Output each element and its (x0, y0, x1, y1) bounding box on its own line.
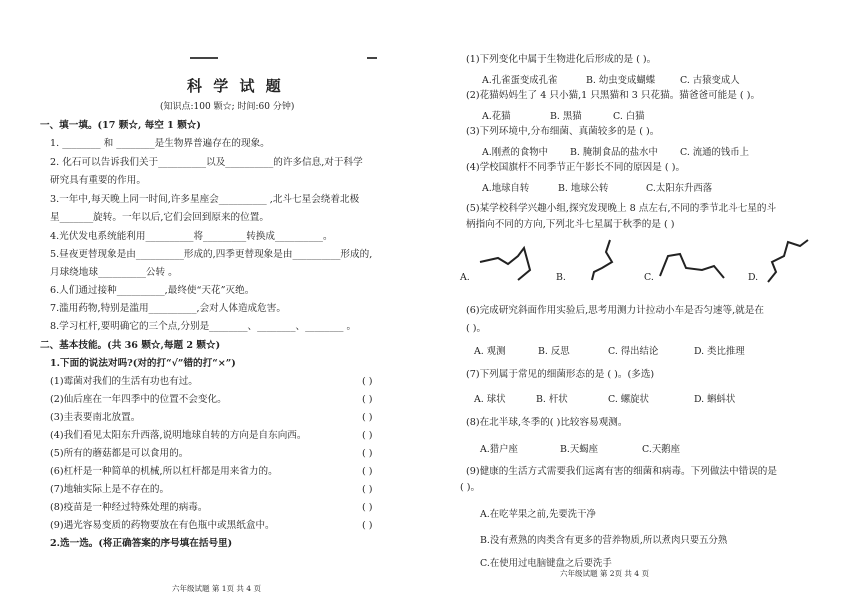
fill-line: 7.滥用药物,特别是滥用__________,会对人体造成危害。 (50, 303, 286, 314)
q7-option-c[interactable]: C. 螺旋状 (608, 394, 649, 405)
big-dipper-d-diagram (764, 238, 814, 286)
question-1: (1)下列变化中属于生物进化后形成的是 ( )。 (466, 54, 657, 65)
q1-option-c[interactable]: C. 古猿变成人 (680, 75, 740, 86)
big-dipper-b-diagram (586, 238, 626, 284)
q5-option-b[interactable]: B. (556, 272, 566, 283)
answer-paren[interactable]: ( ) (362, 412, 373, 423)
q7-option-d[interactable]: D. 蝌蚪状 (694, 394, 736, 405)
judge-item: (3)圭表要南北放置。 (50, 412, 141, 423)
q5-option-d[interactable]: D. (748, 272, 759, 283)
choose-heading: 2.选一选。(将正确答案的序号填在括号里) (50, 538, 233, 549)
judge-item: (4)我们看见太阳东升西落,说明地球自转的方向是自东向西。 (50, 430, 307, 441)
question-9-line1: (9)健康的生活方式需要我们远离有害的细菌和病毒。下列做法中错误的是 (466, 466, 777, 477)
q6-option-d[interactable]: D. 类比推理 (694, 346, 745, 357)
fill-line: 2. 化石可以告诉我们关于__________以及__________的许多信息,对于科学 (50, 157, 363, 168)
q8-option-c[interactable]: C.天鹅座 (642, 444, 680, 455)
page-footer: 六年级试题 第 2页 共 4 页 (560, 569, 649, 578)
q9-option-a[interactable]: A.在吃苹果之前,先要洗干净 (480, 509, 596, 520)
q5-option-a[interactable]: A. (460, 272, 470, 283)
q6-option-a[interactable]: A. 观测 (474, 346, 506, 357)
question-8: (8)在北半球,冬季的( )比较容易观测。 (466, 417, 628, 428)
q1-option-b[interactable]: B. 幼虫变成蝴蝶 (586, 75, 656, 86)
q9-option-c[interactable]: C.在使用过电脑键盘之后要洗手 (480, 558, 612, 569)
fill-line: 8.学习杠杆,要明确它的三个点,分别是________、________、________ 。 (50, 321, 357, 332)
judge-item: (6)杠杆是一种简单的机械,所以杠杆都是用来省力的。 (50, 466, 278, 477)
q4-option-c[interactable]: C.太阳东升西落 (646, 183, 713, 194)
answer-paren[interactable]: ( ) (362, 466, 373, 477)
fill-line: 6.人们通过接种__________,最终使“天花”灭绝。 (50, 285, 255, 296)
fill-line: 5.昼夜更替现象是由__________形成的,四季更替现象是由__________形成的, (50, 249, 373, 260)
q7-option-a[interactable]: A. 球状 (474, 394, 506, 405)
answer-paren[interactable]: ( ) (362, 394, 373, 405)
fill-line: 月球绕地球__________公转 。 (50, 267, 178, 278)
judge-item: (1)霉菌对我们的生活有功也有过。 (50, 376, 198, 387)
fill-line: 1. ________ 和 ________是生物界普遍存在的现象。 (50, 138, 270, 149)
q6-option-b[interactable]: B. 反思 (538, 346, 570, 357)
judge-heading: 1.下面的说法对吗?(对的打“√”错的打“×”) (50, 358, 236, 369)
judge-item: (7)地轴实际上是不存在的。 (50, 484, 170, 495)
q2-option-b[interactable]: B. 黑猫 (550, 111, 582, 122)
answer-paren[interactable]: ( ) (362, 448, 373, 459)
answer-paren[interactable]: ( ) (362, 484, 373, 495)
question-4: (4)学校国旗杆不同季节正午影长不同的原因是 ( )。 (466, 162, 686, 173)
answer-paren[interactable]: ( ) (362, 502, 373, 513)
section2-heading: 二、基本技能。(共 36 颗☆,每题 2 颗☆) (40, 340, 221, 351)
fill-line: 4.光伏发电系统能利用__________将_________转换成__________。 (50, 231, 333, 242)
page-footer: 六年级试题 第 1页 共 4 页 (172, 584, 261, 593)
q3-option-c[interactable]: C. 流通的钱币上 (680, 147, 750, 158)
big-dipper-a-diagram (478, 244, 538, 284)
q9-option-b[interactable]: B.没有煮熟的肉类含有更多的营养物质,所以煮肉只要五分熟 (480, 535, 728, 546)
question-5-line2: 柄指向不同的方向,下列北斗七星属于秋季的是 ( ) (466, 219, 675, 230)
q8-option-a[interactable]: A.猎户座 (480, 444, 518, 455)
fill-line: 3.一年中,每天晚上同一时间,许多星座会__________ ,北斗七星会绕着北极 (50, 194, 360, 205)
big-dipper-c-diagram (658, 250, 728, 282)
q4-option-b[interactable]: B. 地球公转 (558, 183, 609, 194)
question-7: (7)下列属于常见的细菌形态的是 ( )。(多选) (466, 369, 655, 380)
question-6-line1: (6)完成研究斜面作用实验后,思考用测力计拉动小车是否匀速等,就是在 (466, 305, 764, 316)
fill-line: 研究具有重要的作用。 (50, 175, 146, 186)
answer-paren[interactable]: ( ) (362, 430, 373, 441)
page-1 (40, 0, 420, 608)
answer-paren[interactable]: ( ) (362, 520, 373, 531)
judge-item: (2)仙后座在一年四季中的位置不会变化。 (50, 394, 227, 405)
scan-mark (190, 57, 218, 59)
page-2 (458, 0, 853, 608)
question-9-line2: ( )。 (460, 482, 481, 493)
question-2: (2)花猫妈妈生了 4 只小猫,1 只黑猫和 3 只花猫。猫爸爸可能是 ( )。 (466, 90, 761, 101)
question-5-line1: (5)某学校科学兴趣小组,探究发现晚上 8 点左右,不同的季节北斗七星的斗 (466, 203, 777, 214)
q4-option-a[interactable]: A.地球自转 (482, 183, 530, 194)
scan-mark (367, 57, 377, 59)
q7-option-b[interactable]: B. 杆状 (536, 394, 568, 405)
q3-option-a[interactable]: A.刚煮的食物中 (482, 147, 549, 158)
q3-option-b[interactable]: B. 腌制食品的盐水中 (570, 147, 658, 158)
q2-option-a[interactable]: A.花猫 (482, 111, 511, 122)
exam-title: 科 学 试 题 (187, 77, 284, 95)
q8-option-b[interactable]: B.天蝎座 (560, 444, 598, 455)
q5-option-c[interactable]: C. (644, 272, 654, 283)
exam-subtitle: (知识点:100 颗☆; 时间:60 分钟) (160, 102, 295, 112)
section1-heading: 一、填一填。(17 颗☆, 每空 1 颗☆) (40, 120, 201, 131)
judge-item: (9)遇光容易变质的药物要放在有色瓶中或黑纸盒中。 (50, 520, 275, 531)
judge-item: (8)疫苗是一种经过特殊处理的病毒。 (50, 502, 208, 513)
q2-option-c[interactable]: C. 白猫 (613, 111, 645, 122)
answer-paren[interactable]: ( ) (362, 376, 373, 387)
fill-line: 星_______旋转。一年以后,它们会回到原来的位置。 (50, 212, 269, 223)
q1-option-a[interactable]: A.孔雀蛋变成孔雀 (482, 75, 558, 86)
q6-option-c[interactable]: C. 得出结论 (608, 346, 659, 357)
question-6-line2: ( )。 (466, 323, 487, 334)
judge-item: (5)所有的蘑菇都是可以食用的。 (50, 448, 189, 459)
question-3: (3)下列环境中,分布细菌、真菌较多的是 ( )。 (466, 126, 660, 137)
